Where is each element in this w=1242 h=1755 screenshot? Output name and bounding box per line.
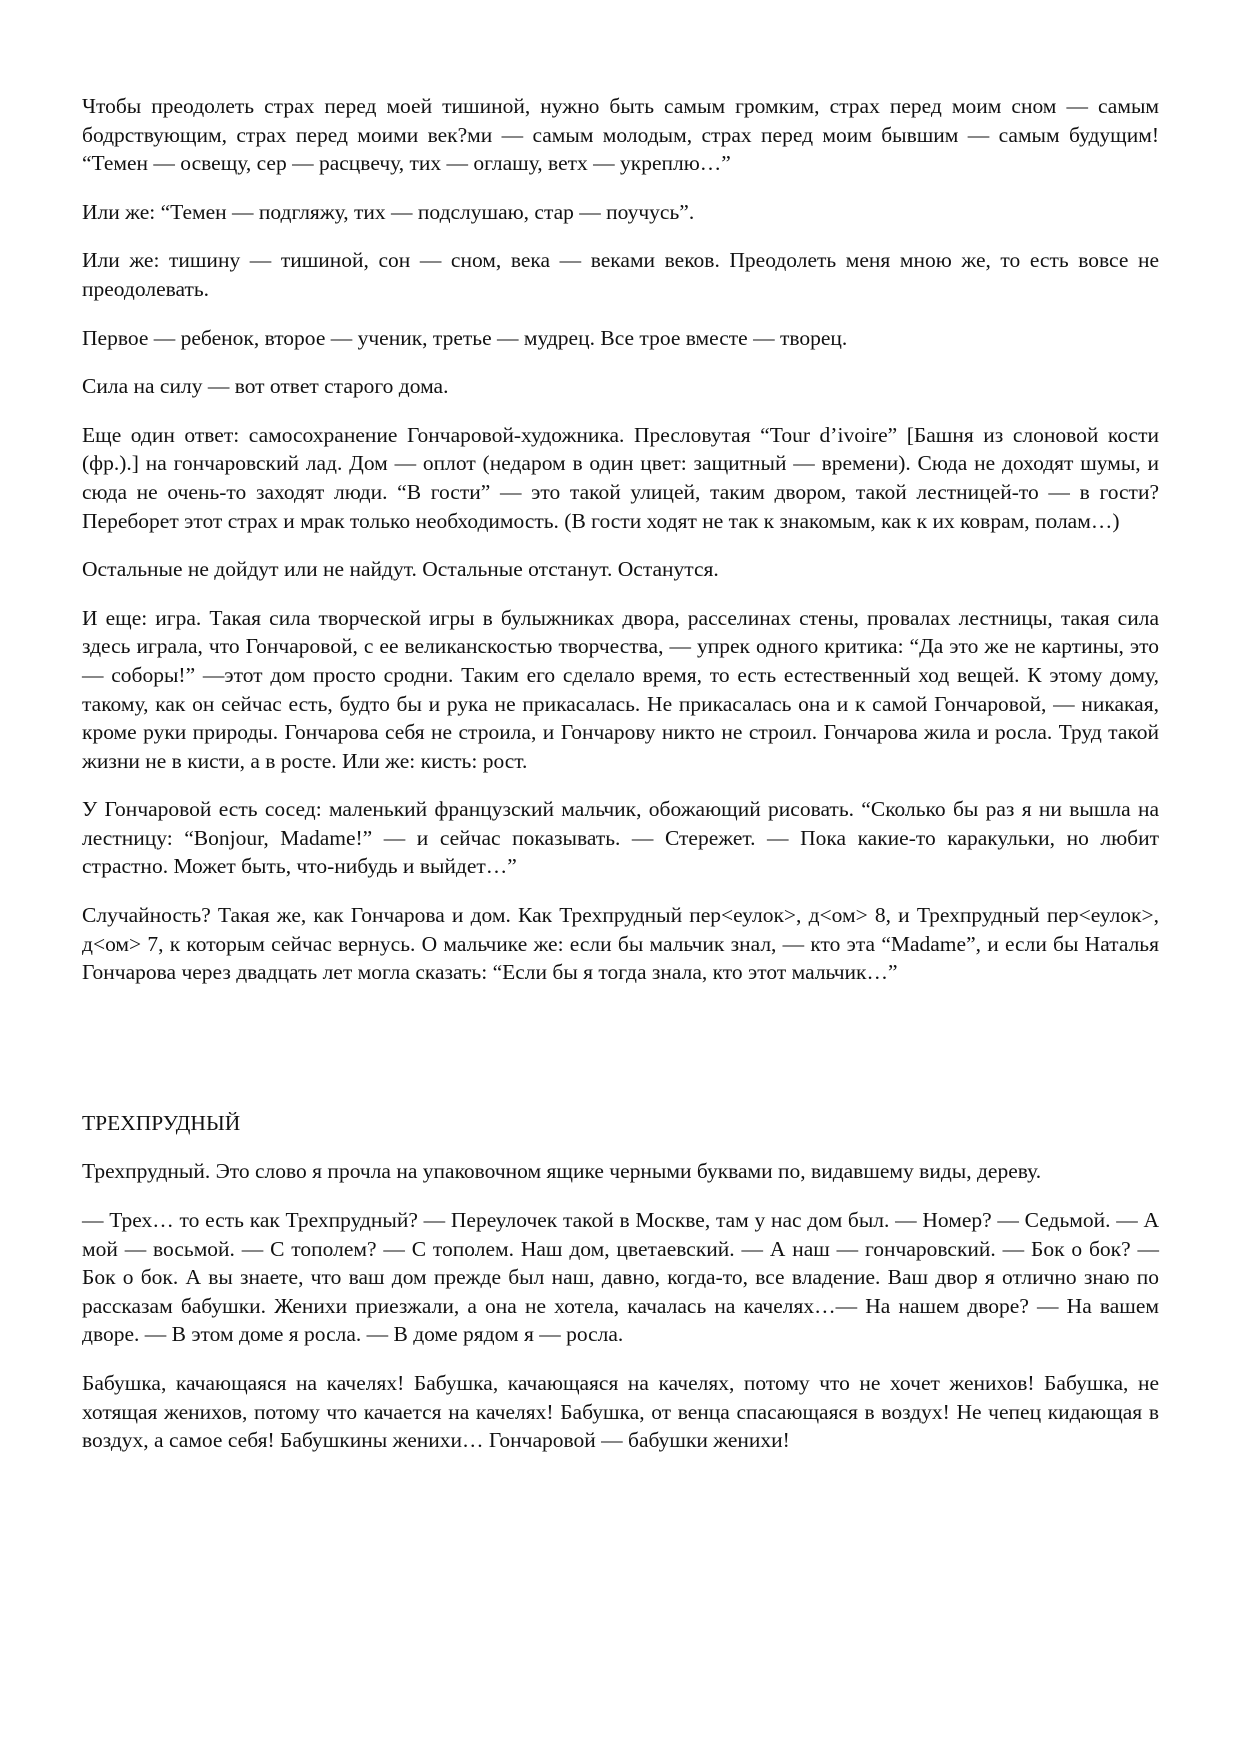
paragraph: Или же: тишину — тишиной, сон — сном, века — веками веков. Преодолеть меня мною же, то есть вовсе не преодолевать. (82, 248, 1159, 301)
paragraph: Трехпрудный. Это слово я прочла на упаковочном ящике черными буквами по, видавшему виды, дереву. (82, 1159, 1042, 1184)
paragraph: Еще один ответ: самосохранение Гончаровой-художника. Пресловутая “Tour d’ivoire” [Башня из слоновой кости (фр.).] на гончаровский лад. Дом — оплот (недаром в один цвет: защитный — времени). Сюда не доходят шумы, и сюда не очень-то заходят люди. “В гости” — это такой улицей, таким двором, такой лестницей-то — в гости? Переборет этот страх и мрак только необходимость. (В гости ходят не так к знакомым, как к их коврам, полам…) (82, 422, 1159, 533)
paragraph: Первое — ребенок, второе — ученик, третье — мудрец. Все трое вместе — творец. (82, 325, 848, 350)
paragraph: Сила на силу — вот ответ старого дома. (82, 374, 449, 399)
paragraph: И еще: игра. Такая сила творческой игры в булыжниках двора, расселинах стены, провалах лестницы, такая сила здесь играла, что Гончаровой, с ее великанскостью творчества, — упрек одного критика: “Да это же не картины, это — соборы!” —этот дом просто сродни. Таким его сделало время, то есть естественный ход вещей. К этому дому, такому, как он сейчас есть, будто бы и рука не прикасалась. Не прикасалась она и к самой Гончаровой, — никакая, кроме руки природы. Гончарова себя не строила, и Гончарову никто не строил. Гончарова жила и росла. Труд такой жизни не в кисти, а в росте. Или же: кисть: рост. (82, 605, 1159, 773)
paragraph: У Гончаровой есть сосед: маленький французский мальчик, обожающий рисовать. “Сколько бы раз я ни вышла на лестницу: “Bonjour, Madame!” — и сейчас показывать. — Стережет. — Пока какие-то каракульки, но любит страстно. Может быть, что-нибудь и выйдет…” (82, 797, 1159, 879)
paragraph: Чтобы преодолеть страх перед моей тишиной, нужно быть самым громким, страх перед моим сном — самым бодрствующим, страх перед моими век?ми — самым молодым, страх перед моим бывшим — самым будущим! “Темен — освещу, сер — расцвечу, тих — оглашу, ветх — укреплю…” (82, 94, 1159, 176)
section-heading: ТРЕХПРУДНЫЙ (82, 1110, 241, 1135)
document-page (82, 92, 1159, 1475)
paragraph: Остальные не дойдут или не найдут. Остальные отстанут. Останутся. (82, 557, 719, 582)
paragraph: Или же: “Темен — подгляжу, тих — подслушаю, стар — поучусь”. (82, 199, 695, 224)
paragraph: — Трех… то есть как Трехпрудный? — Переулочек такой в Москве, там у нас дом был. — Номер? — Седьмой. — А мой — восьмой. — С тополем? — С тополем. Наш дом, цветаевский. — А наш — гончаровский. — Бок о бок? — Бок о бок. А вы знаете, что ваш дом прежде был наш, давно, когда-то, все владение. Ваш двор я отлично знаю по рассказам бабушки. Женихи приезжали, а она не хотела, качалась на качелях…— На нашем дворе? — На вашем дворе. — В этом доме я росла. — В доме рядом я — росла. (82, 1208, 1159, 1347)
paragraph: Бабушка, качающаяся на качелях! Бабушка, качающаяся на качелях, потому что не хочет женихов! Бабушка, не хотящая женихов, потому что качается на качелях! Бабушка, от венца спасающаяся в воздух! Не чепец кидающая в воздух, а самое себя! Бабушкины женихи… Гончаровой — бабушки женихи! (82, 1371, 1159, 1453)
paragraph: Случайность? Такая же, как Гончарова и дом. Как Трехпрудный пер<еулок>, д<ом> 8, и Трехпрудный пер<еулок>, д<ом> 7, к которым сейчас вернусь. О мальчике же: если бы мальчик знал, — кто эта “Madame”, и если бы Наталья Гончарова через двадцать лет могла сказать: “Если бы я тогда знала, кто этот мальчик…” (82, 903, 1159, 985)
